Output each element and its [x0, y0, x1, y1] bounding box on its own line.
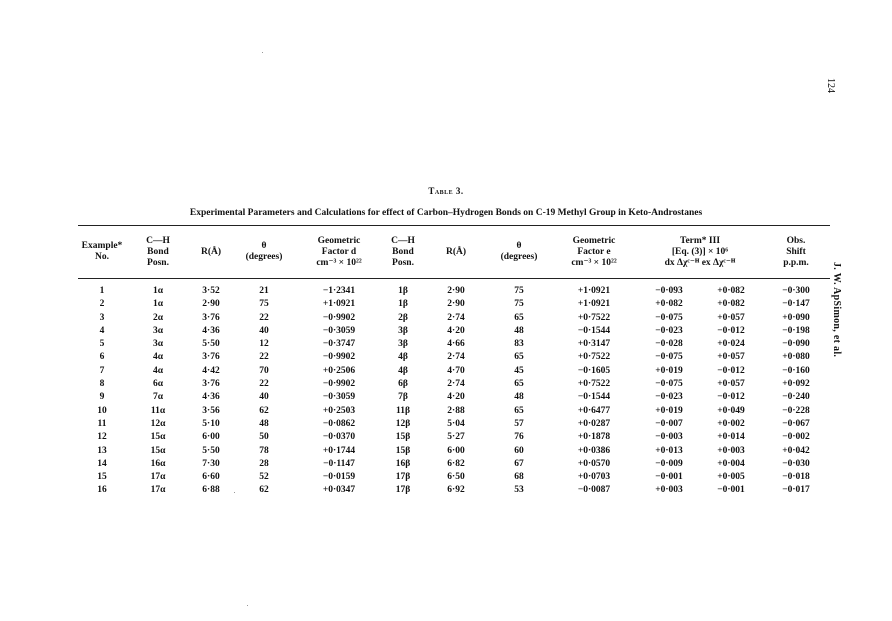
running-head: J. W. ApSimon, et al. — [831, 262, 842, 358]
table-row — [78, 405, 830, 418]
cell-bond-posn-d: 2α — [152, 312, 164, 323]
cell-r-e: 6·00 — [447, 445, 465, 456]
cell-obs-shift: −0·228 — [782, 405, 810, 416]
cell-theta-d: 28 — [259, 458, 269, 469]
cell-term-ex: −0·001 — [717, 485, 745, 496]
cell-theta-e: 75 — [514, 286, 524, 296]
cell-bond-posn-e: 15β — [395, 432, 411, 443]
cell-example-no: 14 — [97, 458, 107, 469]
cell-factor-e: +0·0386 — [577, 445, 611, 456]
cell-factor-d: −0·3747 — [322, 339, 356, 350]
cell-term-dx: +0·019 — [655, 405, 683, 416]
cell-example-no: 8 — [99, 379, 105, 390]
table-row — [78, 351, 830, 364]
cell-r-d: 3·76 — [202, 379, 220, 390]
cell-factor-e: +0·0703 — [577, 472, 611, 483]
cell-r-d: 6·60 — [202, 472, 220, 483]
header-factor-d: Geometric Factor d cm⁻³ × 10²² — [316, 235, 362, 268]
cell-factor-e: +0·7522 — [577, 379, 611, 390]
cell-factor-d: +0·2503 — [322, 405, 356, 416]
cell-term-dx: −0·028 — [655, 339, 683, 350]
cell-theta-e: 83 — [514, 339, 524, 350]
cell-term-ex: +0·082 — [717, 286, 745, 296]
cell-r-d: 3·52 — [202, 286, 220, 296]
cell-example-no: 3 — [99, 312, 105, 323]
table-row — [78, 325, 830, 338]
cell-r-e: 2·74 — [447, 312, 465, 323]
table-row — [78, 471, 830, 484]
cell-example-no: 2 — [99, 299, 105, 310]
cell-bond-posn-d: 6α — [152, 379, 164, 390]
cell-factor-e: −0·1605 — [577, 365, 611, 376]
cell-bond-posn-e: 15β — [395, 445, 411, 456]
cell-bond-posn-e: 6β — [398, 379, 408, 390]
cell-theta-e: 48 — [514, 325, 524, 336]
cell-obs-shift: −0·030 — [782, 458, 810, 469]
cell-factor-d: +1·0921 — [322, 299, 356, 310]
cell-bond-posn-d: 16α — [150, 458, 166, 469]
table-row — [78, 365, 830, 378]
cell-theta-d: 62 — [259, 405, 269, 416]
cell-term-dx: +0·082 — [655, 299, 683, 310]
table-row — [78, 378, 830, 391]
scan-speck — [262, 52, 263, 53]
cell-theta-e: 68 — [514, 472, 524, 483]
cell-obs-shift: −0·147 — [782, 299, 810, 310]
header-r-e: R(Å) — [445, 246, 467, 257]
cell-theta-d: 21 — [259, 286, 269, 296]
cell-r-e: 2·74 — [447, 352, 465, 363]
cell-term-ex: +0·005 — [717, 472, 745, 483]
cell-term-dx: −0·075 — [655, 379, 683, 390]
cell-bond-posn-e: 11β — [396, 405, 410, 416]
cell-factor-d: −0·9902 — [322, 312, 356, 323]
cell-term-ex: +0·003 — [717, 445, 745, 456]
cell-obs-shift: +0·080 — [782, 352, 810, 363]
cell-theta-e: 45 — [514, 365, 524, 376]
cell-term-ex: −0·012 — [717, 325, 745, 336]
table-body — [78, 274, 830, 498]
table-row — [78, 391, 830, 404]
cell-theta-e: 57 — [514, 418, 524, 429]
cell-bond-posn-e: 1β — [398, 286, 408, 296]
cell-r-d: 5·50 — [202, 339, 220, 350]
cell-bond-posn-d: 3α — [152, 339, 164, 350]
cell-theta-d: 40 — [259, 392, 269, 403]
cell-r-d: 4·36 — [202, 325, 220, 336]
cell-term-ex: −0·012 — [717, 392, 745, 403]
cell-term-dx: −0·075 — [655, 312, 683, 323]
cell-obs-shift: −0·002 — [782, 432, 810, 443]
cell-bond-posn-e: 17β — [395, 472, 411, 483]
header-bond-posn-e: C—H Bond Posn. — [391, 235, 415, 268]
cell-obs-shift: −0·090 — [782, 339, 810, 350]
table-row — [78, 298, 830, 311]
cell-obs-shift: +0·090 — [782, 312, 810, 323]
cell-r-e: 6·50 — [447, 472, 465, 483]
table-row — [78, 458, 830, 471]
cell-r-d: 3·76 — [202, 352, 220, 363]
cell-term-dx: +0·013 — [655, 445, 683, 456]
header-bond-posn-d: C—H Bond Posn. — [146, 235, 170, 268]
cell-term-ex: +0·014 — [717, 432, 745, 443]
cell-factor-e: +0·7522 — [577, 312, 611, 323]
cell-theta-e: 76 — [514, 432, 524, 443]
cell-factor-d: +0·0347 — [322, 485, 356, 496]
cell-example-no: 11 — [97, 418, 107, 429]
header-factor-e: Geometric Factor e cm⁻³ × 10²² — [571, 235, 617, 268]
table-row — [78, 445, 830, 458]
cell-bond-posn-e: 7β — [398, 392, 408, 403]
cell-bond-posn-d: 17α — [150, 485, 166, 496]
cell-r-d: 3·56 — [202, 405, 220, 416]
cell-r-e: 4·20 — [447, 392, 465, 403]
cell-factor-d: −0·3059 — [322, 392, 356, 403]
cell-theta-e: 67 — [514, 458, 524, 469]
header-row — [78, 230, 830, 274]
cell-term-dx: −0·001 — [655, 472, 683, 483]
cell-term-ex: −0·012 — [717, 365, 745, 376]
cell-factor-d: −1·2341 — [322, 286, 356, 296]
cell-theta-e: 53 — [514, 485, 524, 496]
cell-theta-d: 50 — [259, 432, 269, 443]
cell-r-e: 2·88 — [447, 405, 465, 416]
cell-r-e: 4·66 — [447, 339, 465, 350]
cell-factor-e: +1·0921 — [577, 286, 611, 296]
cell-obs-shift: −0·018 — [782, 472, 810, 483]
cell-r-e: 4·20 — [447, 325, 465, 336]
cell-example-no: 4 — [99, 325, 105, 336]
cell-r-e: 5·04 — [447, 418, 465, 429]
page-number: 124 — [825, 78, 836, 93]
table-row — [78, 484, 830, 497]
cell-term-dx: −0·023 — [655, 392, 683, 403]
cell-term-dx: −0·009 — [655, 458, 683, 469]
cell-r-d: 4·42 — [202, 365, 220, 376]
cell-theta-d: 78 — [259, 445, 269, 456]
cell-obs-shift: −0·300 — [782, 286, 810, 296]
table-row — [78, 338, 830, 351]
cell-factor-e: −0·0087 — [577, 485, 611, 496]
header-term-iii: Term* III [Eq. (3)] × 10⁶ dx Δχᶜ⁻ᴴ ex Δχᶜ⁻ᴴ — [664, 235, 736, 268]
table-row — [78, 431, 830, 444]
cell-theta-d: 62 — [259, 485, 269, 496]
cell-obs-shift: −0·160 — [782, 365, 810, 376]
cell-r-d: 4·36 — [202, 392, 220, 403]
cell-bond-posn-d: 1α — [152, 299, 164, 310]
cell-example-no: 5 — [99, 339, 105, 350]
table-caption: Experimental Parameters and Calculations for effect of Carbon–Hydrogen Bonds on C-19 Methyl Group in Keto-Androstanes — [189, 208, 703, 218]
cell-factor-d: −0·1147 — [323, 458, 355, 469]
table-row — [78, 312, 830, 325]
cell-factor-e: +0·0287 — [577, 418, 611, 429]
cell-bond-posn-e: 3β — [398, 339, 408, 350]
cell-bond-posn-d: 17α — [150, 472, 166, 483]
cell-bond-posn-e: 4β — [398, 365, 408, 376]
cell-bond-posn-d: 1α — [152, 286, 164, 296]
cell-term-ex: +0·049 — [717, 405, 745, 416]
cell-r-d: 6·00 — [202, 432, 220, 443]
cell-obs-shift: +0·042 — [782, 445, 810, 456]
cell-bond-posn-e: 2β — [398, 312, 408, 323]
cell-r-d: 7·30 — [202, 458, 220, 469]
top-rule — [78, 225, 830, 226]
cell-bond-posn-d: 4α — [152, 365, 164, 376]
cell-r-d: 5·10 — [202, 418, 220, 429]
cell-theta-d: 52 — [259, 472, 269, 483]
cell-term-ex: +0·057 — [717, 352, 745, 363]
table-label: Table 3. — [428, 186, 464, 196]
cell-theta-d: 75 — [259, 299, 269, 310]
cell-bond-posn-d: 15α — [150, 432, 166, 443]
cell-factor-e: −0·1544 — [577, 392, 611, 403]
cell-factor-e: +0·3147 — [577, 339, 611, 350]
cell-factor-d: −0·3059 — [322, 325, 356, 336]
cell-bond-posn-e: 16β — [395, 458, 411, 469]
cell-example-no: 12 — [97, 432, 107, 443]
cell-bond-posn-d: 3α — [152, 325, 164, 336]
cell-term-dx: +0·019 — [655, 365, 683, 376]
cell-factor-e: +1·0921 — [577, 299, 611, 310]
header-theta-d: θ (degrees) — [245, 241, 283, 262]
cell-bond-posn-e: 17β — [395, 485, 411, 496]
cell-r-e: 5·27 — [447, 432, 465, 443]
cell-bond-posn-e: 1β — [398, 299, 408, 310]
cell-r-d: 2·90 — [202, 299, 220, 310]
header-r-d: R(Å) — [200, 246, 222, 257]
cell-theta-e: 65 — [514, 352, 524, 363]
cell-theta-d: 12 — [259, 339, 269, 350]
cell-r-e: 4·70 — [447, 365, 465, 376]
cell-bond-posn-d: 11α — [150, 405, 166, 416]
cell-r-d: 6·88 — [202, 485, 220, 496]
cell-example-no: 10 — [97, 405, 107, 416]
cell-theta-e: 65 — [514, 312, 524, 323]
cell-theta-e: 60 — [514, 445, 524, 456]
scan-speck — [247, 605, 248, 606]
header-theta-e: θ (degrees) — [500, 241, 538, 262]
cell-factor-e: +0·7522 — [577, 352, 611, 363]
cell-r-e: 6·92 — [447, 485, 465, 496]
cell-factor-d: −0·0862 — [322, 418, 356, 429]
cell-term-ex: +0·004 — [717, 458, 745, 469]
cell-bond-posn-d: 12α — [150, 418, 166, 429]
cell-example-no: 16 — [97, 485, 107, 496]
table-row — [78, 418, 830, 431]
header-example: Example* No. — [81, 241, 123, 262]
cell-factor-d: +0·1744 — [322, 445, 356, 456]
cell-term-ex: +0·024 — [717, 339, 745, 350]
cell-term-dx: +0·003 — [655, 485, 683, 496]
cell-term-dx: −0·093 — [655, 286, 683, 296]
cell-term-dx: −0·003 — [655, 432, 683, 443]
cell-factor-e: −0·1544 — [577, 325, 611, 336]
cell-obs-shift: −0·240 — [782, 392, 810, 403]
data-table — [78, 230, 830, 498]
cell-example-no: 15 — [97, 472, 107, 483]
cell-factor-e: +0·0570 — [577, 458, 611, 469]
cell-example-no: 9 — [99, 392, 105, 403]
cell-r-e: 2·90 — [447, 286, 465, 296]
cell-bond-posn-e: 12β — [395, 418, 411, 429]
cell-example-no: 1 — [99, 286, 105, 296]
cell-theta-e: 65 — [514, 405, 524, 416]
cell-obs-shift: +0·092 — [782, 379, 810, 390]
cell-factor-d: +0·2506 — [322, 365, 356, 376]
cell-r-d: 3·76 — [202, 312, 220, 323]
cell-theta-d: 70 — [259, 365, 269, 376]
cell-factor-d: −0·0159 — [322, 472, 356, 483]
cell-term-dx: −0·075 — [655, 352, 683, 363]
cell-term-dx: −0·007 — [655, 418, 683, 429]
header-obs-shift: Obs. Shift p.p.m. — [783, 235, 809, 268]
cell-factor-d: −0·0370 — [322, 432, 356, 443]
cell-bond-posn-d: 7α — [152, 392, 164, 403]
cell-theta-d: 40 — [259, 325, 269, 336]
cell-theta-e: 48 — [514, 392, 524, 403]
cell-term-ex: +0·057 — [717, 379, 745, 390]
cell-example-no: 6 — [99, 352, 105, 363]
cell-term-dx: −0·023 — [655, 325, 683, 336]
cell-theta-d: 22 — [259, 352, 269, 363]
cell-obs-shift: −0·198 — [782, 325, 810, 336]
cell-theta-e: 65 — [514, 379, 524, 390]
cell-theta-d: 22 — [259, 379, 269, 390]
cell-factor-e: +0·1878 — [577, 432, 611, 443]
cell-r-d: 5·50 — [202, 445, 220, 456]
cell-bond-posn-d: 15α — [150, 445, 166, 456]
table-row — [78, 274, 830, 298]
cell-obs-shift: −0·017 — [782, 485, 810, 496]
cell-factor-d: −0·9902 — [322, 379, 356, 390]
cell-obs-shift: −0·067 — [782, 418, 810, 429]
cell-term-ex: +0·002 — [717, 418, 745, 429]
cell-factor-e: +0·6477 — [577, 405, 611, 416]
cell-term-ex: +0·057 — [717, 312, 745, 323]
cell-theta-d: 48 — [259, 418, 269, 429]
cell-theta-e: 75 — [514, 299, 524, 310]
cell-r-e: 2·74 — [447, 379, 465, 390]
cell-r-e: 2·90 — [447, 299, 465, 310]
cell-example-no: 13 — [97, 445, 107, 456]
cell-example-no: 7 — [99, 365, 105, 376]
cell-bond-posn-d: 4α — [152, 352, 164, 363]
cell-bond-posn-e: 4β — [398, 352, 408, 363]
cell-bond-posn-e: 3β — [398, 325, 408, 336]
cell-term-ex: +0·082 — [717, 299, 745, 310]
cell-r-e: 6·82 — [447, 458, 465, 469]
cell-theta-d: 22 — [259, 312, 269, 323]
cell-factor-d: −0·9902 — [322, 352, 356, 363]
